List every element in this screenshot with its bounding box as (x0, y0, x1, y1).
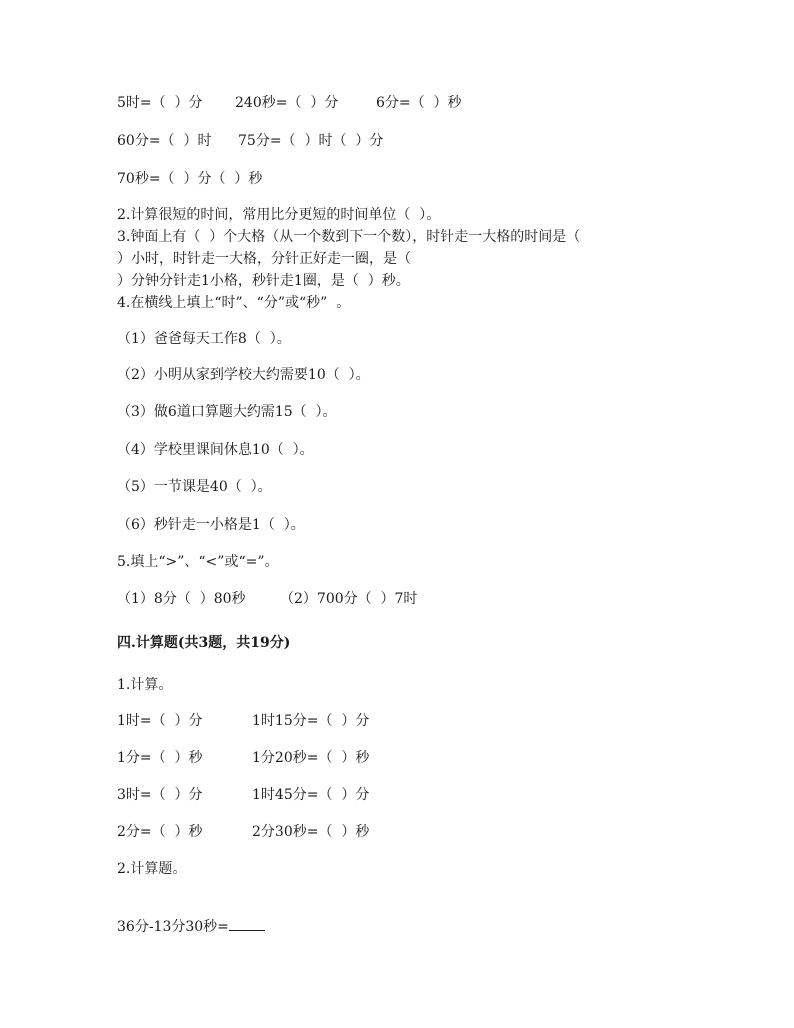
question-3-line2: ）小时，时针走一大格，分针正好走一圈，是（ (117, 251, 411, 267)
calc-item: 1分=（ ）秒 (117, 750, 203, 766)
question-4-item: （1）爸爸每天工作8（ ）。 (117, 331, 291, 347)
section-heading: 四.计算题(共3题，共19分) (117, 635, 291, 651)
calc-item: 1时45分=（ ）分 (252, 787, 370, 803)
calc-question-2-title: 2.计算题。 (117, 861, 187, 877)
question-4-item: （2）小明从家到学校大约需要10（ ）。 (117, 367, 370, 383)
calc-item: 2分30秒=（ ）秒 (252, 824, 370, 840)
conversion-item: 60分=（ ）时 (117, 133, 212, 149)
question-3-line1: 3.钟面上有（ ）个大格（从一个数到下一个数），时针走一大格的时间是（ (117, 229, 581, 245)
calc-question-2-expression (117, 916, 265, 936)
calc-item: 1分20秒=（ ）秒 (252, 750, 370, 766)
question-4-title: 4.在横线上填上“时”、“分”或“秒” 。 (117, 295, 351, 311)
calc-item: 3时=（ ）分 (117, 787, 203, 803)
calc-item: 1时15分=（ ）分 (252, 713, 370, 729)
calc-question-1-title: 1.计算。 (117, 677, 173, 693)
conversion-item: 70秒=（ ）分（ ）秒 (117, 171, 263, 187)
calc-item: 1时=（ ）分 (117, 713, 203, 729)
conversion-item: 240秒=（ ）分 (235, 95, 339, 111)
expression-text: 36分-13分30秒= (117, 919, 229, 935)
question-4-item: （3）做6道口算题大约需15（ ）。 (117, 404, 337, 420)
question-2: 2.计算很短的时间，常用比分更短的时间单位（ ）。 (117, 207, 441, 223)
question-3-line3: ）分钟分针走1小格，秒针走1圈，是（ ）秒。 (117, 273, 410, 289)
conversion-item: 75分=（ ）时（ ）分 (238, 133, 384, 149)
question-4-item: （4）学校里课间休息10（ ）。 (117, 442, 314, 458)
conversion-item: 6分=（ ）秒 (376, 95, 462, 111)
calc-item: 2分=（ ）秒 (117, 824, 203, 840)
answer-blank[interactable] (229, 916, 265, 931)
question-4-item: （6）秒针走一小格是1（ ）。 (117, 517, 305, 533)
question-5-item: （2）700分（ ）7时 (280, 591, 418, 607)
conversion-item: 5时=（ ）分 (117, 95, 203, 111)
question-5-item: （1）8分（ ）80秒 (117, 591, 246, 607)
question-4-item: （5）一节课是40（ ）。 (117, 479, 272, 495)
question-5-title: 5.填上“>”、“<”或“=”。 (117, 554, 279, 570)
